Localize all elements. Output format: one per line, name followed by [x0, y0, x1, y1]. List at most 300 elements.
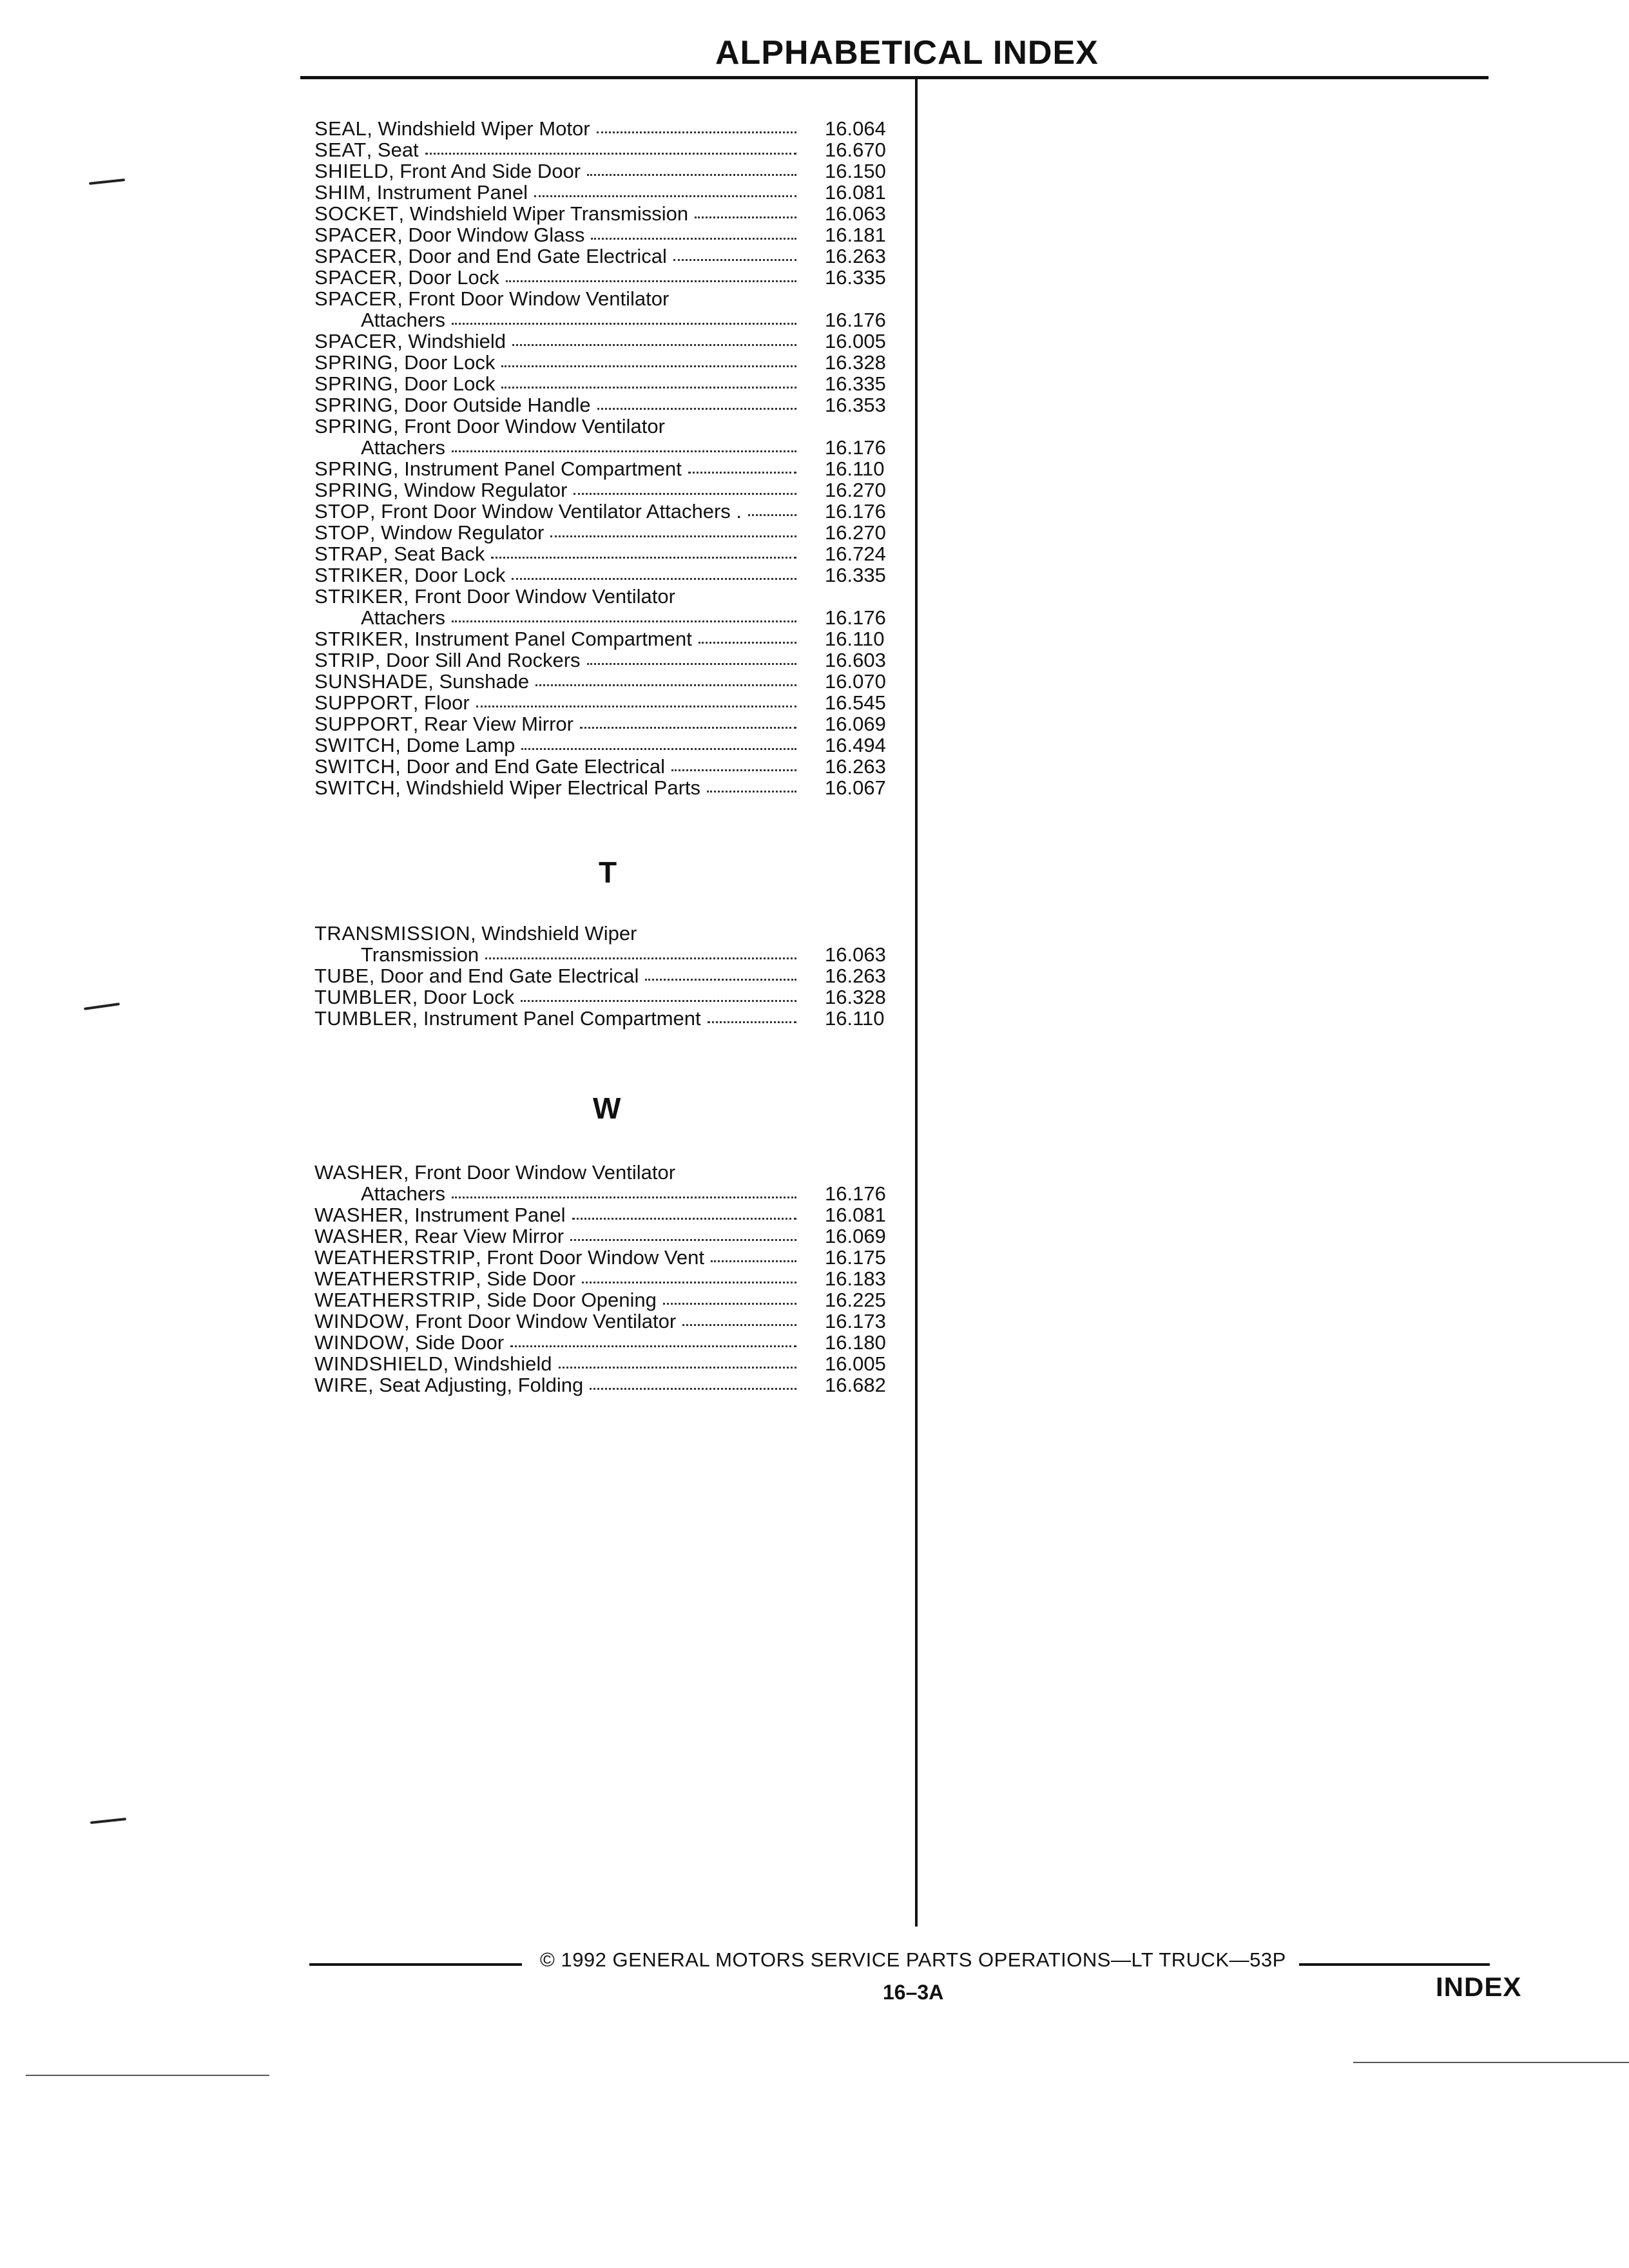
index-entry — [314, 267, 902, 288]
index-page-ref: 16.328 — [825, 351, 886, 374]
index-term-detail: , Instrument Panel Compartment — [412, 1007, 701, 1030]
dot-leader — [534, 195, 796, 197]
index-page-ref: 16.670 — [825, 139, 886, 161]
dot-leader — [591, 238, 796, 240]
dot-leader — [510, 1345, 796, 1347]
index-entry-line — [314, 288, 902, 309]
index-term-head: WINDOW — [314, 1310, 405, 1332]
index-entry-line — [314, 352, 902, 373]
index-term-detail: , Front Door Window Ventilator — [392, 415, 665, 437]
index-term-head: SPRING — [314, 479, 393, 501]
index-entry-line — [314, 245, 902, 267]
index-term-detail: , Windshield Wiper Motor — [367, 117, 590, 140]
index-entry — [314, 522, 902, 543]
dot-leader — [501, 387, 796, 389]
index-term-head: SUPPORT — [314, 713, 413, 735]
index-term — [314, 671, 529, 692]
index-entry — [314, 649, 902, 671]
index-entry — [314, 986, 902, 1008]
index-page-ref: 16.176 — [825, 1182, 886, 1205]
index-term-head: SEAT — [314, 139, 367, 161]
index-entry — [314, 1008, 902, 1029]
index-term-detail: , Door Sill And Rockers — [374, 649, 581, 671]
index-entry — [314, 352, 902, 373]
index-term-head: SOCKET — [314, 202, 399, 225]
index-term-head: STRIKER — [314, 585, 403, 608]
index-entry — [314, 543, 902, 564]
index-term-detail: , Door Lock — [392, 372, 496, 395]
index-term-detail: , Door Lock — [392, 351, 496, 374]
index-page-ref: 16.263 — [825, 755, 886, 778]
index-page-ref: 16.225 — [825, 1289, 886, 1311]
index-term-detail: , Windshield Wiper Electrical Parts — [395, 776, 701, 799]
index-page-ref: 16.183 — [825, 1267, 886, 1290]
index-term — [314, 923, 637, 944]
index-term — [314, 543, 485, 564]
index-term — [314, 288, 669, 309]
index-term-detail: Transmission — [361, 943, 479, 966]
index-term-detail: Attachers — [361, 309, 445, 331]
index-entry-line — [314, 331, 902, 352]
dot-leader — [699, 642, 796, 644]
index-term-detail: , Sunshade — [428, 670, 530, 693]
index-term — [314, 692, 470, 713]
index-entry-line — [314, 586, 902, 607]
title-rule — [300, 76, 1489, 79]
index-term-detail: , Front Door Window Ventilator — [404, 1310, 677, 1332]
dot-leader — [671, 769, 796, 771]
index-term-head: STOP — [314, 500, 370, 523]
index-term — [314, 628, 692, 649]
index-term — [314, 777, 700, 798]
index-term-detail: Attachers — [361, 606, 445, 629]
index-entry-line — [314, 458, 902, 479]
dot-leader — [645, 979, 796, 981]
index-entry — [314, 923, 902, 965]
index-term-head: SWITCH — [314, 734, 396, 756]
dot-leader — [748, 514, 796, 516]
index-entry-line — [314, 735, 902, 756]
scan-edge-line-left — [26, 2075, 269, 2076]
index-term — [314, 607, 445, 628]
index-entry-line — [314, 267, 902, 288]
index-term-head: SEAL — [314, 117, 367, 140]
index-entry-line — [314, 139, 902, 160]
index-term-head: STRAP — [314, 543, 383, 565]
index-entry-line — [314, 1289, 902, 1311]
index-page-ref: 16.063 — [825, 202, 886, 225]
index-term — [314, 522, 544, 543]
dot-leader — [425, 153, 796, 155]
index-term-detail: , Front Door Window Ventilator — [403, 585, 675, 608]
index-term-head: TUBE — [314, 965, 369, 987]
column-divider — [915, 79, 918, 1927]
index-term-detail: , Front Door Window Ventilator Attachers . — [369, 500, 742, 523]
index-entry — [314, 1289, 902, 1311]
index-page-ref: 16.081 — [825, 1204, 886, 1226]
index-entry — [314, 245, 902, 267]
index-term-detail: , Floor — [412, 691, 470, 714]
index-page-ref: 16.176 — [825, 436, 886, 459]
index-term-detail: , Windshield — [443, 1352, 552, 1375]
index-term-head: WASHER — [314, 1225, 403, 1247]
index-page-ref: 16.270 — [825, 479, 886, 501]
index-term-head: SPRING — [314, 457, 393, 480]
index-term-detail: , Seat Back — [382, 543, 485, 565]
index-term — [314, 1204, 566, 1225]
index-term-head: WASHER — [314, 1161, 403, 1184]
index-entry-line — [314, 309, 902, 331]
dot-leader — [452, 620, 796, 622]
index-entry — [314, 1311, 902, 1332]
index-entry-line — [314, 160, 902, 182]
index-page-ref: 16.173 — [825, 1310, 886, 1332]
index-term-detail: , Rear View Mirror — [412, 713, 574, 735]
index-term-head: SPACER — [314, 266, 398, 289]
index-entry-line — [314, 965, 902, 986]
index-page-ref: 16.545 — [825, 691, 886, 714]
index-term — [314, 437, 445, 458]
scan-edge-line-right — [1353, 2062, 1629, 2063]
index-page-ref: 16.180 — [825, 1331, 886, 1354]
index-term-detail: , Windshield Wiper Transmission — [398, 202, 689, 225]
index-term-detail: , Instrument Panel — [403, 1204, 566, 1226]
index-entry-line — [314, 1162, 902, 1183]
index-term-detail: , Front Door Window Ventilator — [403, 1161, 676, 1184]
index-page-ref: 16.263 — [825, 245, 886, 267]
index-term — [314, 1225, 564, 1247]
index-term-detail: , Side Door — [404, 1331, 505, 1354]
index-entry-line — [314, 1332, 902, 1353]
index-term — [314, 1374, 583, 1396]
index-page-ref: 16.067 — [825, 776, 886, 799]
dot-leader — [590, 1388, 796, 1390]
index-page-ref: 16.335 — [825, 564, 886, 586]
copyright-notice: © 1992 GENERAL MOTORS SERVICE PARTS OPERATIONS—LT TRUCK—53P — [540, 1948, 1286, 1971]
index-term-head: SUPPORT — [314, 691, 413, 714]
index-entry — [314, 1162, 902, 1204]
index-term-detail: , Dome Lamp — [395, 734, 516, 756]
index-section-t — [314, 923, 902, 1029]
dot-leader — [452, 450, 796, 452]
dot-leader — [535, 684, 796, 686]
index-term — [314, 1311, 676, 1332]
index-page-ref: 16.005 — [825, 330, 886, 352]
index-entry-line — [314, 756, 902, 777]
index-page-ref: 16.335 — [825, 266, 886, 289]
index-entry — [314, 501, 902, 522]
index-term-head: SUNSHADE — [314, 670, 429, 693]
index-term-detail: , Instrument Panel Compartment — [403, 628, 692, 650]
index-entry-line — [314, 1183, 902, 1204]
index-page-ref: 16.064 — [825, 117, 886, 140]
index-page-ref: 16.181 — [825, 224, 886, 246]
index-page-ref: 16.005 — [825, 1352, 886, 1375]
index-entry — [314, 1225, 902, 1247]
index-entry-line — [314, 416, 902, 437]
dot-leader — [708, 1021, 796, 1023]
dot-leader — [452, 1196, 796, 1198]
index-page-ref: 16.110 — [825, 1007, 885, 1030]
index-term-head: STRIKER — [314, 628, 403, 650]
index-term — [314, 352, 495, 373]
index-page-ref: 16.263 — [825, 965, 886, 987]
index-term-head: WINDOW — [314, 1331, 405, 1354]
index-entry-line — [314, 522, 902, 543]
dot-leader — [572, 1218, 797, 1220]
index-term — [314, 267, 499, 288]
index-page-ref: 16.176 — [825, 309, 886, 331]
index-term — [314, 139, 419, 160]
index-entry-line — [314, 628, 902, 649]
index-page-ref: 16.081 — [825, 181, 886, 204]
index-term-head: SPRING — [314, 394, 393, 416]
index-entry-line — [314, 1225, 902, 1247]
index-term-detail: , Door Lock — [397, 266, 499, 289]
dot-leader — [574, 493, 796, 495]
index-entry — [314, 458, 902, 479]
index-term-detail: , Windshield — [397, 330, 506, 352]
index-term-detail: , Side Door Opening — [476, 1289, 657, 1311]
index-term — [314, 182, 528, 203]
dot-leader — [485, 957, 796, 959]
index-entry-line — [314, 1374, 902, 1396]
index-entry — [314, 288, 902, 331]
dot-leader — [582, 1282, 796, 1283]
dot-leader — [597, 131, 796, 133]
index-entry-line — [314, 1353, 902, 1374]
index-entry — [314, 1204, 902, 1225]
index-page-ref: 16.069 — [825, 713, 886, 735]
index-term-detail: , Door Window Glass — [397, 224, 585, 246]
index-entry-line — [314, 203, 902, 224]
index-page-ref: 16.270 — [825, 521, 886, 544]
index-term — [314, 309, 445, 331]
index-term — [314, 986, 514, 1008]
index-entry — [314, 394, 902, 416]
page-title: ALPHABETICAL INDEX — [715, 34, 1099, 72]
index-entry-line — [314, 543, 902, 564]
index-entry — [314, 118, 902, 139]
index-term-detail: , Rear View Mirror — [403, 1225, 564, 1247]
index-entry-line — [314, 713, 902, 735]
section-label: INDEX — [1436, 1972, 1522, 2002]
letter-heading-t: T — [599, 856, 617, 889]
margin-mark — [84, 1003, 120, 1010]
index-page-ref: 16.150 — [825, 160, 886, 182]
index-entry-line — [314, 1247, 902, 1268]
margin-mark — [89, 178, 125, 185]
index-entry-line — [314, 479, 902, 501]
index-term — [314, 965, 639, 986]
index-term-head: STOP — [314, 521, 370, 544]
index-page-ref: 16.682 — [825, 1374, 886, 1396]
dot-leader — [587, 663, 796, 665]
dot-leader — [663, 1303, 796, 1305]
index-entry — [314, 479, 902, 501]
index-term-head: WASHER — [314, 1204, 403, 1226]
index-entry-line — [314, 224, 902, 245]
dot-leader — [512, 578, 796, 580]
index-section-s — [314, 118, 902, 798]
index-term-head: SHIELD — [314, 160, 389, 182]
index-term — [314, 1008, 701, 1029]
index-term — [314, 586, 675, 607]
dot-leader — [682, 1324, 796, 1326]
index-term-head: WEATHERSTRIP — [314, 1289, 476, 1311]
footer-rule-right — [1299, 1963, 1490, 1966]
index-page-ref: 16.176 — [825, 500, 886, 523]
index-entry — [314, 756, 902, 777]
index-entry-line — [314, 1008, 902, 1029]
index-entry-line — [314, 1204, 902, 1225]
index-entry — [314, 203, 902, 224]
index-term-head: TRANSMISSION — [314, 922, 470, 945]
index-term — [314, 416, 665, 437]
index-entry-line — [314, 437, 902, 458]
index-term — [314, 1268, 575, 1289]
index-term-head: WIRE — [314, 1374, 368, 1396]
index-page-ref: 16.328 — [825, 986, 886, 1008]
index-page-ref: 16.353 — [825, 394, 886, 416]
index-entry — [314, 586, 902, 628]
index-page-ref: 16.603 — [825, 649, 886, 671]
index-term-head: STRIKER — [314, 564, 403, 586]
index-term — [314, 394, 591, 416]
index-page-ref: 16.110 — [825, 628, 885, 650]
index-term — [314, 479, 567, 501]
index-term-head: SPACER — [314, 287, 398, 310]
index-term-detail: , Front Door Window Ventilator — [397, 287, 670, 310]
index-term — [314, 756, 665, 777]
index-entry — [314, 1247, 902, 1268]
index-page-ref: 16.175 — [825, 1246, 886, 1269]
index-term — [314, 203, 688, 224]
dot-leader — [673, 259, 796, 261]
index-term-head: TUMBLER — [314, 1007, 412, 1030]
index-entry — [314, 139, 902, 160]
dot-leader — [580, 727, 796, 729]
index-entry — [314, 182, 902, 203]
index-entry-line — [314, 182, 902, 203]
index-term-detail: , Instrument Panel Compartment — [392, 457, 682, 480]
index-term-detail: , Door and End Gate Electrical — [395, 755, 665, 778]
index-term-head: SPRING — [314, 415, 393, 437]
index-entry — [314, 735, 902, 756]
index-entry — [314, 160, 902, 182]
index-term-detail: , Door and End Gate Electrical — [397, 245, 667, 267]
index-entry-line — [314, 986, 902, 1008]
index-term-detail: , Door Lock — [403, 564, 506, 586]
dot-leader — [521, 748, 796, 750]
index-entry — [314, 224, 902, 245]
index-section-w — [314, 1162, 902, 1396]
index-term — [314, 713, 574, 735]
dot-leader — [550, 535, 796, 537]
index-term-head: STRIP — [314, 649, 375, 671]
index-entry — [314, 713, 902, 735]
index-term-detail: , Seat Adjusting, Folding — [367, 1374, 584, 1396]
index-term-detail: , Window Regulator — [369, 521, 545, 544]
index-entry-line — [314, 501, 902, 522]
index-entry — [314, 777, 902, 798]
index-entry — [314, 416, 902, 458]
index-entry — [314, 965, 902, 986]
index-page-ref: 16.176 — [825, 606, 886, 629]
index-term — [314, 649, 581, 671]
index-term-detail: , Instrument Panel — [365, 181, 528, 204]
margin-mark — [90, 1818, 126, 1824]
dot-leader — [506, 280, 796, 282]
index-term-detail: Attachers — [361, 436, 445, 459]
index-entry — [314, 564, 902, 586]
index-entry — [314, 1353, 902, 1374]
index-term-head: SPRING — [314, 372, 393, 395]
index-term-detail: , Side Door — [476, 1267, 576, 1290]
index-term — [314, 224, 584, 245]
index-term-detail: , Seat — [366, 139, 419, 161]
index-term — [314, 1247, 704, 1268]
index-term — [314, 564, 505, 586]
index-page-ref: 16.494 — [825, 734, 886, 756]
index-term-detail: , Door Lock — [412, 986, 515, 1008]
dot-leader — [501, 365, 796, 367]
index-term-head: WEATHERSTRIP — [314, 1246, 476, 1269]
index-term-detail: , Front Door Window Vent — [476, 1246, 704, 1269]
index-entry — [314, 373, 902, 394]
index-entry — [314, 1268, 902, 1289]
index-page-ref: 16.335 — [825, 372, 886, 395]
index-term-head: SWITCH — [314, 755, 396, 778]
index-term-head: SPACER — [314, 224, 398, 246]
index-term-detail: , Door Outside Handle — [392, 394, 591, 416]
index-entry — [314, 692, 902, 713]
index-entry-line — [314, 1268, 902, 1289]
index-term — [314, 944, 479, 965]
index-term-detail: Attachers — [361, 1182, 445, 1205]
dot-leader — [559, 1367, 797, 1369]
index-term — [314, 373, 495, 394]
index-term-detail: , Front And Side Door — [388, 160, 581, 182]
index-term — [314, 1162, 675, 1183]
index-entry-line — [314, 607, 902, 628]
dot-leader — [707, 791, 796, 793]
index-page-ref: 16.724 — [825, 543, 886, 565]
index-term — [314, 501, 742, 522]
index-term-head: WEATHERSTRIP — [314, 1267, 476, 1290]
index-term-head: TUMBLER — [314, 986, 412, 1008]
page-number: 16–3A — [883, 1981, 944, 2004]
index-term — [314, 331, 506, 352]
index-entry — [314, 1374, 902, 1396]
index-term-head: SPRING — [314, 351, 393, 374]
index-page-ref: 16.063 — [825, 943, 886, 966]
dot-leader — [597, 408, 796, 410]
index-entry — [314, 628, 902, 649]
index-term-head: SWITCH — [314, 776, 396, 799]
index-term — [314, 1183, 445, 1204]
dot-leader — [688, 472, 796, 474]
index-term — [314, 160, 581, 182]
index-entry-line — [314, 649, 902, 671]
index-term — [314, 1289, 657, 1311]
index-entry-line — [314, 671, 902, 692]
index-page-ref: 16.069 — [825, 1225, 886, 1247]
index-entry-line — [314, 394, 902, 416]
index-entry-line — [314, 944, 902, 965]
index-term — [314, 245, 667, 267]
index-entry — [314, 671, 902, 692]
